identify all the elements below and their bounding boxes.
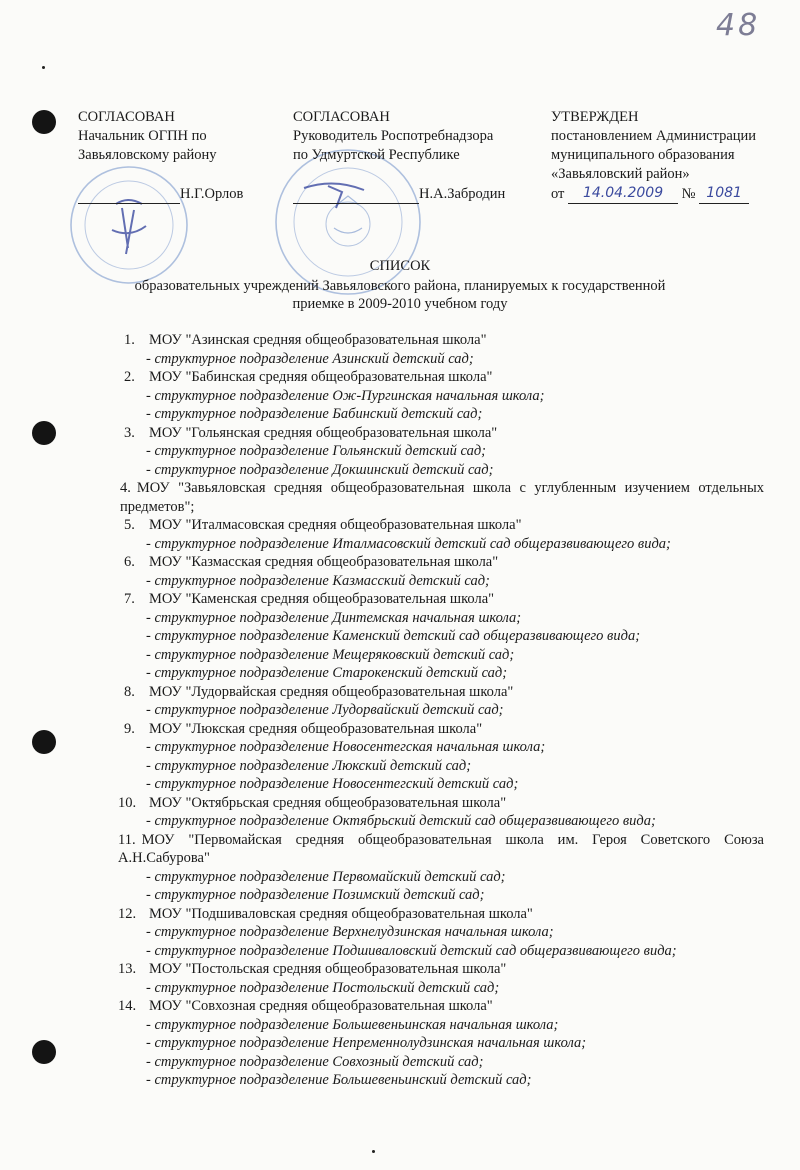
signature-line <box>293 187 419 204</box>
page-number: 48 <box>716 8 761 43</box>
school-name: МОУ "Люкская средняя общеобразовательная школа" <box>149 720 483 737</box>
approval-line: Начальник ОГПН по <box>78 128 207 144</box>
school-list <box>118 331 764 1090</box>
school-name: МОУ "Совхозная средняя общеобразовательная школа" <box>149 998 493 1014</box>
structural-unit: - структурное подразделение Люкский детский сад; <box>146 757 472 774</box>
school-name: МОУ "Первомайская средняя общеобразовательная школа им. Героя Советского Союза А.Н.Сабурова" <box>118 831 764 866</box>
approval-title: УТВЕРЖДЕН <box>551 109 639 125</box>
speck <box>372 1150 375 1153</box>
structural-unit: - структурное подразделение Позимский детский сад; <box>146 887 485 903</box>
structural-unit: - структурное подразделение Октябрьский детский сад общеразвивающего вида; <box>146 813 656 829</box>
structural-unit: - структурное подразделение Старокенский детский сад; <box>146 665 508 681</box>
school-name: МОУ "Подшиваловская средняя общеобразовательная школа" <box>149 905 533 922</box>
structural-unit: - структурное подразделение Совхозный детский сад; <box>146 1053 484 1070</box>
school-name: МОУ "Октябрьская средняя общеобразовательная школа" <box>149 794 507 811</box>
approval-line: Руководитель Роспотребнадзора <box>293 128 494 144</box>
approval-title: СОГЛАСОВАН <box>293 109 390 125</box>
signatory-name: Н.А.Забродин <box>419 186 506 202</box>
structural-unit: - структурное подразделение Италмасовский детский сад общеразвивающего вида; <box>146 535 671 552</box>
item-number: 9. <box>124 720 135 737</box>
structural-unit: - структурное подразделение Бабинский детский сад; <box>146 406 483 422</box>
document-subtitle: приемке в 2009-2010 учебном году <box>292 296 508 312</box>
list-item <box>118 831 764 868</box>
item-number: 14. <box>118 998 137 1014</box>
approval-block-fire-service <box>78 108 243 204</box>
list-item <box>118 794 764 813</box>
structural-unit: - структурное подразделение Постольский детский сад; <box>146 979 500 996</box>
signatory-name: Н.Г.Орлов <box>180 186 244 202</box>
approval-line: «Завьяловский район» <box>551 166 690 182</box>
number-prefix: № <box>681 186 696 202</box>
structural-unit: - структурное подразделение Мещеряковский детский сад; <box>146 646 515 663</box>
binder-hole <box>32 730 56 754</box>
list-item <box>124 590 764 609</box>
approval-number: 1081 <box>699 184 749 204</box>
list-item <box>118 905 764 924</box>
signature-line <box>78 187 180 204</box>
structural-unit: - структурное подразделение Новосентегский детский сад; <box>146 776 519 792</box>
item-number: 1. <box>124 332 135 348</box>
list-item <box>124 424 764 443</box>
structural-unit: - структурное подразделение Ож-Пургинская начальная школа; <box>146 387 545 404</box>
approval-line: по Удмуртской Республике <box>293 147 460 163</box>
item-number: 5. <box>124 517 135 533</box>
document-title: СПИСОК <box>369 258 431 274</box>
school-name: МОУ "Италмасовская средняя общеобразовательная школа" <box>149 517 522 533</box>
structural-unit: - структурное подразделение Лудорвайский детский сад; <box>146 702 504 718</box>
list-item <box>124 516 764 535</box>
school-name: МОУ "Постольская средняя общеобразовательная школа" <box>149 961 507 977</box>
item-number: 10. <box>118 794 137 811</box>
structural-unit: - структурное подразделение Гольянский детский сад; <box>146 443 487 459</box>
binder-hole <box>32 110 56 134</box>
structural-unit: - структурное подразделение Докшинский детский сад; <box>146 461 494 478</box>
approval-title: СОГЛАСОВАН <box>78 109 175 125</box>
list-item <box>118 997 764 1016</box>
item-number: 8. <box>124 683 135 700</box>
approval-line: постановлением Администрации <box>551 128 757 144</box>
school-name: МОУ "Завьяловская средняя общеобразовательная школа с углубленным изучением отдельных предметов"; <box>120 480 764 515</box>
list-item <box>124 368 764 387</box>
date-prefix: от <box>551 186 565 202</box>
approval-block-rospotrebnadzor <box>293 108 505 204</box>
item-number: 6. <box>124 554 135 570</box>
school-name: МОУ "Бабинская средняя общеобразовательная школа" <box>149 369 493 385</box>
school-name: МОУ "Азинская средняя общеобразовательная школа" <box>149 332 487 348</box>
structural-unit: - структурное подразделение Большевеньинская начальная школа; <box>146 1016 559 1033</box>
approval-block-administration <box>551 108 756 204</box>
item-number: 2. <box>124 369 135 385</box>
structural-unit: - структурное подразделение Новосентегская начальная школа; <box>146 739 546 755</box>
structural-unit: - структурное подразделение Каменский детский сад общеразвивающего вида; <box>146 628 641 644</box>
list-item <box>124 683 764 702</box>
school-name: МОУ "Лудорвайская средняя общеобразовательная школа" <box>149 683 514 700</box>
list-item <box>124 331 764 350</box>
approval-line: Завьяловскому району <box>78 147 217 163</box>
item-number: 4. <box>120 480 131 496</box>
structural-unit: - структурное подразделение Казмасский детский сад; <box>146 572 490 589</box>
school-name: МОУ "Гольянская средняя общеобразовательная школа" <box>149 424 498 441</box>
list-item <box>124 720 764 739</box>
school-name: МОУ "Каменская средняя общеобразовательная школа" <box>149 591 495 607</box>
structural-unit: - структурное подразделение Большевеньинский детский сад; <box>146 1072 532 1088</box>
approval-date: 14.04.2009 <box>568 184 678 204</box>
list-item <box>120 479 764 516</box>
structural-unit: - структурное подразделение Непременнолудзинская начальная школа; <box>146 1035 587 1051</box>
structural-unit: - структурное подразделение Первомайский детский сад; <box>146 868 506 885</box>
list-item <box>118 960 764 979</box>
item-number: 7. <box>124 591 135 607</box>
binder-hole <box>32 421 56 445</box>
speck <box>42 66 45 69</box>
item-number: 11. <box>118 831 136 848</box>
school-name: МОУ "Казмасская средняя общеобразовательная школа" <box>149 554 499 570</box>
structural-unit: - структурное подразделение Подшиваловский детский сад общеразвивающего вида; <box>146 942 677 959</box>
structural-unit: - структурное подразделение Динтемская начальная школа; <box>146 609 522 626</box>
item-number: 3. <box>124 424 135 441</box>
item-number: 12. <box>118 905 137 922</box>
approval-line: муниципального образования <box>551 147 735 163</box>
structural-unit: - структурное подразделение Верхнелудзинская начальная школа; <box>146 924 554 940</box>
list-item <box>124 553 764 572</box>
structural-unit: - структурное подразделение Азинский детский сад; <box>146 350 474 367</box>
item-number: 13. <box>118 961 137 977</box>
binder-hole <box>32 1040 56 1064</box>
document-subtitle: образовательных учреждений Завьяловского района, планируемых к государственной <box>134 278 666 294</box>
